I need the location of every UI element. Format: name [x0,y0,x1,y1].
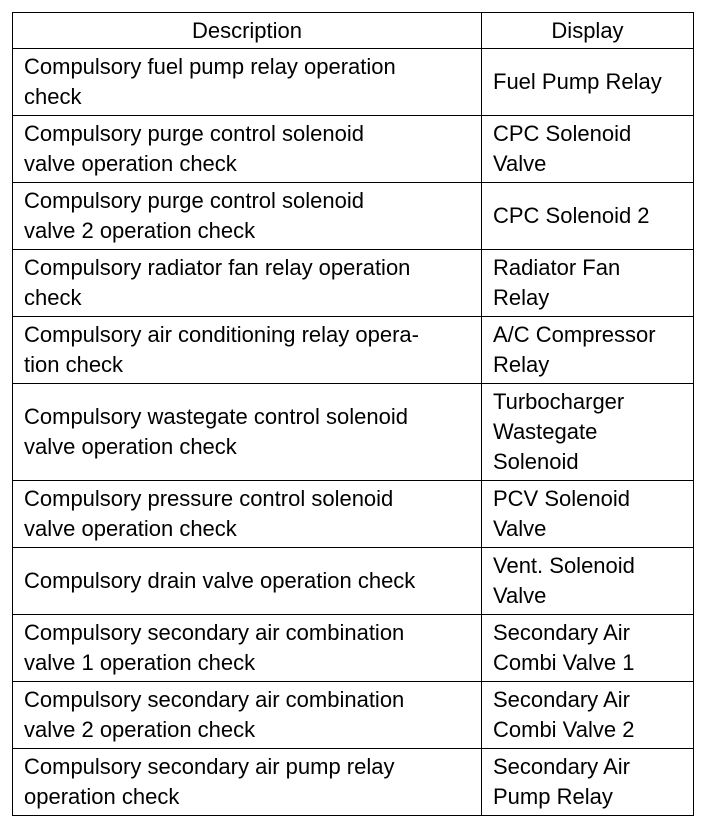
table-row [13,749,694,816]
table-row [13,548,694,615]
table-row [13,682,694,749]
display-line: Relay [493,352,550,377]
table-row [13,250,694,317]
description-line: Compulsory purge control solenoid [24,121,364,146]
table-row [13,317,694,384]
display-cell [482,317,694,384]
display-line: Combi Valve 1 [493,650,635,675]
description-cell [13,49,482,116]
display-line: Valve [493,516,547,541]
display-cell [482,615,694,682]
table-row [13,183,694,250]
display-cell [482,116,694,183]
description-line: Compulsory pressure control solenoid [24,486,394,511]
table-row [13,384,694,481]
header-row [13,13,694,49]
header-display: Display [482,13,694,49]
display-cell [482,250,694,317]
description-cell [13,481,482,548]
display-cell [482,548,694,615]
description-cell [13,317,482,384]
display-line: A/C Compressor [493,322,656,347]
display-line: Wastegate [493,419,598,444]
display-line: Secondary Air [493,620,630,645]
description-line: check [24,285,82,310]
description-line: check [24,84,82,109]
display-cell [482,183,694,250]
description-cell [13,682,482,749]
description-line: Compulsory fuel pump relay operation [24,54,396,79]
description-line: Compulsory wastegate control solenoid [24,404,408,429]
description-line: tion check [24,352,124,377]
display-cell [482,481,694,548]
display-line: Radiator Fan [493,255,621,280]
display-line: Solenoid [493,449,579,474]
description-line: operation check [24,784,180,809]
description-cell [13,615,482,682]
table-row [13,49,694,116]
description-line: Compulsory radiator fan relay operation [24,255,411,280]
display-line: Pump Relay [493,784,613,809]
description-cell [13,250,482,317]
header-description: Description [13,13,482,49]
spec-table [12,12,694,816]
display-cell [482,384,694,481]
display-line: Fuel Pump Relay [493,69,662,94]
display-cell [482,49,694,116]
display-line: Valve [493,151,547,176]
table-row [13,481,694,548]
description-line: Compulsory secondary air combination [24,620,405,645]
description-line: Compulsory purge control solenoid [24,188,364,213]
display-line: Turbocharger [493,389,625,414]
description-line: valve 2 operation check [24,717,256,742]
display-line: Relay [493,285,550,310]
description-line: Compulsory secondary air combination [24,687,405,712]
display-line: PCV Solenoid [493,486,630,511]
description-cell [13,384,482,481]
display-line: CPC Solenoid [493,121,632,146]
description-line: Compulsory secondary air pump relay [24,754,395,779]
description-line: Compulsory air conditioning relay opera- [24,322,419,347]
description-line: valve 1 operation check [24,650,256,675]
description-line: valve operation check [24,151,237,176]
description-line: valve operation check [24,434,237,459]
display-cell [482,749,694,816]
display-line: Combi Valve 2 [493,717,635,742]
description-line: valve operation check [24,516,237,541]
display-line: Secondary Air [493,687,630,712]
display-line: Valve [493,583,547,608]
display-cell [482,682,694,749]
description-cell [13,183,482,250]
description-cell [13,749,482,816]
description-cell [13,116,482,183]
table-body [13,49,694,816]
description-line: Compulsory drain valve operation check [24,568,416,593]
description-cell [13,548,482,615]
display-line: CPC Solenoid 2 [493,203,650,228]
description-line: valve 2 operation check [24,218,256,243]
display-line: Vent. Solenoid [493,553,635,578]
table-row [13,615,694,682]
display-line: Secondary Air [493,754,630,779]
table-row [13,116,694,183]
